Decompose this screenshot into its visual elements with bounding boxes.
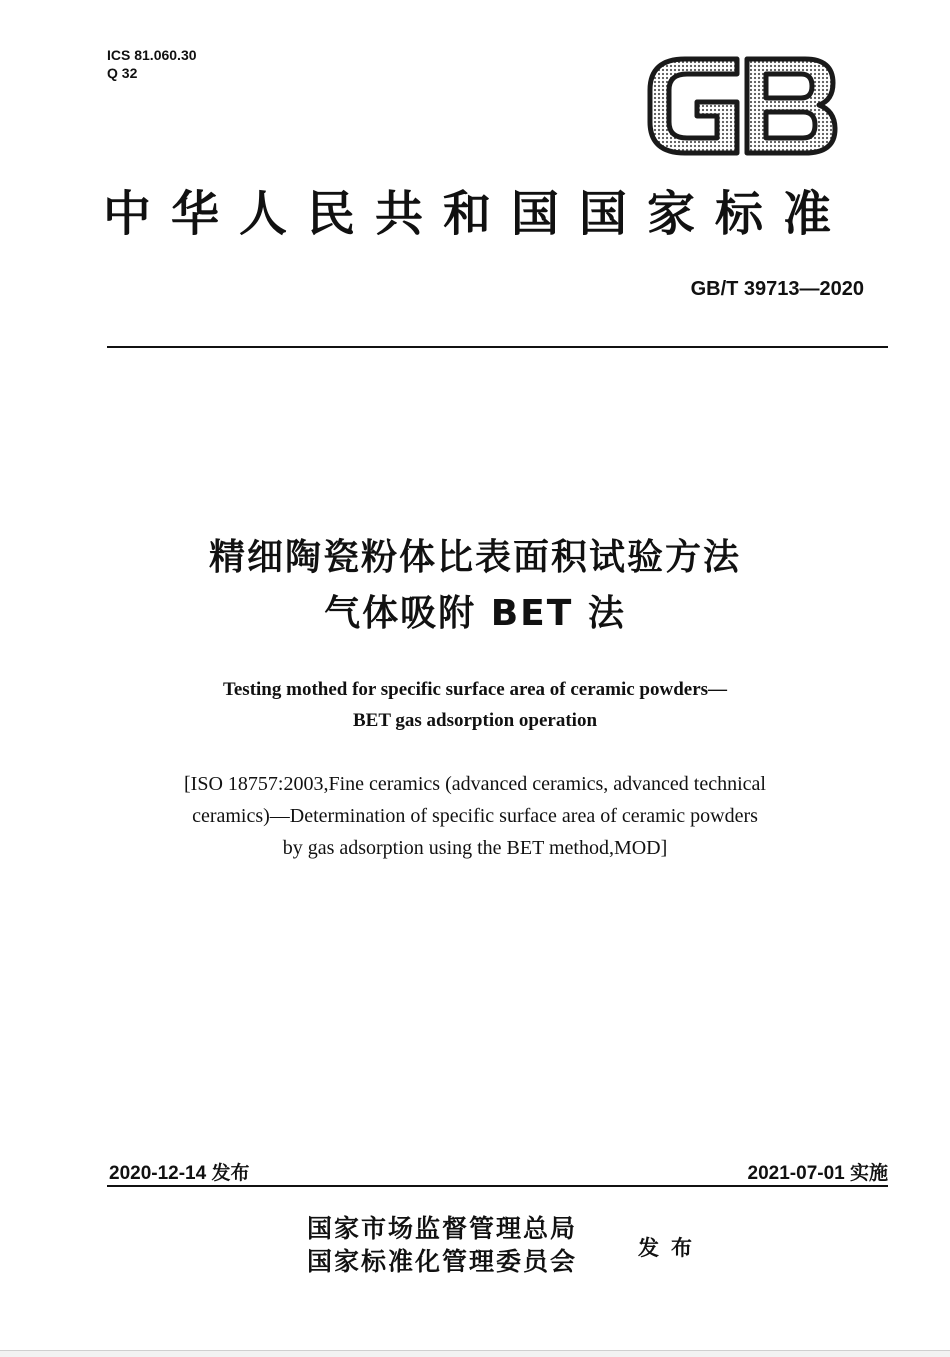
national-standard-heading: 中华人民共和国国家标准 [103, 186, 852, 242]
chinese-title-line-1: 精细陶瓷粉体比表面积试验方法 [208, 537, 741, 578]
iso-reference-line-3: by gas adsorption using the BET method,MOD] [282, 837, 668, 859]
ics-code: ICS 81.060.30 [107, 47, 197, 63]
issuing-authorities [307, 1212, 577, 1278]
standard-number: GB/T 39713—2020 [690, 278, 864, 300]
iso-reference-line-1: [ISO 18757:2003,Fine ceramics (advanced ceramics, advanced technical [184, 773, 766, 795]
ccs-code: Q 32 [107, 65, 138, 81]
publish-label: 发布 [638, 1235, 704, 1260]
english-title [0, 674, 950, 736]
authority-samr: 国家市场监督管理总局 [307, 1214, 578, 1243]
iso-reference-line-2: ceramics)—Determination of specific surface area of ceramic powders [192, 805, 758, 827]
gb-logo [645, 56, 840, 156]
english-title-line-2: BET gas adsorption operation [352, 710, 598, 731]
iso-reference [0, 768, 950, 864]
classification-codes [107, 46, 197, 82]
header-divider [107, 346, 888, 348]
english-title-line-1: Testing mothed for specific surface area of ceramic powders— [222, 679, 728, 700]
chinese-title [0, 530, 950, 642]
authority-sac: 国家标准化管理委员会 [307, 1247, 578, 1276]
chinese-title-line-2: 气体吸附 BET 法 [324, 593, 626, 634]
issue-date: 2020-12-14 发布 [109, 1163, 250, 1184]
footer-divider [107, 1185, 888, 1187]
implementation-date: 2021-07-01 实施 [747, 1163, 888, 1184]
